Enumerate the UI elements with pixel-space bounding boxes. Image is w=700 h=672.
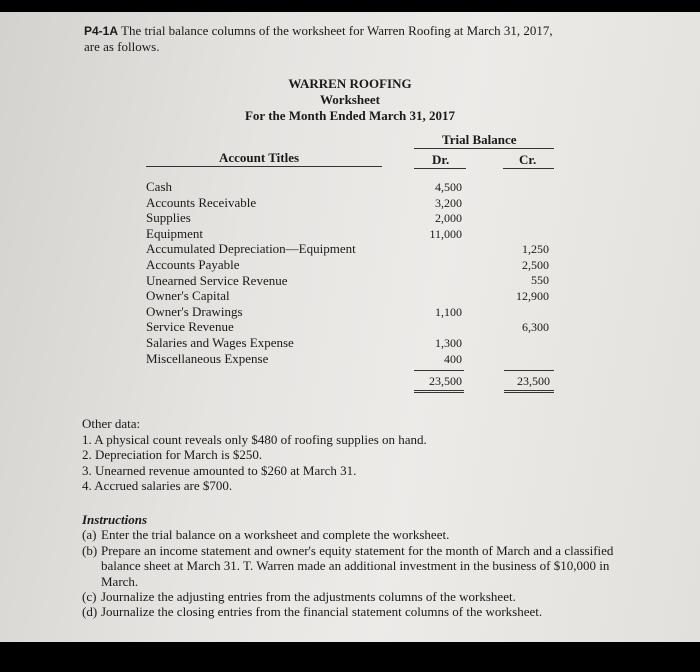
account-title: Accounts Payable bbox=[146, 256, 240, 272]
cr-double-rule-2 bbox=[504, 392, 554, 393]
instruction-item bbox=[82, 589, 622, 604]
instructions bbox=[82, 512, 622, 620]
cr-header: Cr. bbox=[519, 152, 537, 167]
instruction-item bbox=[82, 527, 622, 542]
instruction-text: Enter the trial balance on a worksheet and complete the worksheet. bbox=[101, 527, 450, 543]
dr-amount: 1,100 bbox=[435, 304, 462, 319]
dr-amount: 400 bbox=[444, 351, 462, 366]
instruction-text: Prepare an income statement and owner's equity statement for the month of March and a classified balance sheet at March 31. T. Warren made an additional investment in the business of $10,000 in March. bbox=[101, 542, 614, 589]
dr-column bbox=[404, 180, 462, 367]
dr-double-rule-1 bbox=[414, 390, 464, 391]
account-titles-header: Account Titles bbox=[219, 150, 300, 165]
instruction-label: (b) bbox=[82, 542, 98, 558]
account-title: Accounts Receivable bbox=[146, 194, 257, 210]
textbook-page bbox=[0, 12, 700, 642]
trial-balance-rule bbox=[414, 148, 554, 149]
other-data-item: 1. A physical count reveals only $480 of roofing supplies on hand. bbox=[82, 431, 427, 447]
dr-amount: 2,000 bbox=[435, 211, 462, 226]
instruction-label: (a) bbox=[82, 527, 97, 543]
account-title: Owner's Capital bbox=[146, 288, 230, 304]
account-title: Unearned Service Revenue bbox=[146, 272, 288, 288]
worksheet-period: For the Month Ended March 31, 2017 bbox=[244, 108, 456, 123]
problem-statement bbox=[84, 23, 553, 54]
dr-header-rule bbox=[414, 168, 466, 169]
cr-amount: 1,250 bbox=[522, 242, 549, 256]
trial-balance-header: Trial Balance bbox=[442, 132, 517, 147]
cr-header-rule bbox=[503, 168, 554, 169]
cr-column bbox=[494, 242, 549, 336]
account-title: Service Revenue bbox=[146, 319, 234, 335]
instruction-text: Journalize the closing entries from the financial statement columns of the worksheet. bbox=[101, 604, 543, 620]
account-title: Cash bbox=[146, 179, 172, 194]
account-title: Salaries and Wages Expense bbox=[146, 334, 294, 350]
account-title: Equipment bbox=[146, 225, 204, 241]
account-title: Miscellaneous Expense bbox=[146, 350, 269, 366]
dr-header: Dr. bbox=[432, 152, 450, 167]
other-data bbox=[82, 416, 427, 494]
dr-amount: 4,500 bbox=[435, 180, 462, 194]
problem-text-line1: The trial balance columns of the worksheet for Warren Roofing at March 31, 2017, bbox=[121, 23, 553, 38]
problem-number: P4-1A bbox=[84, 24, 119, 38]
dr-total: 23,500 bbox=[429, 374, 462, 388]
company-name: WARREN ROOFING bbox=[288, 76, 412, 91]
dr-double-rule-2 bbox=[414, 392, 464, 393]
dr-amount: 3,200 bbox=[435, 195, 462, 210]
instruction-label: (c) bbox=[82, 589, 97, 605]
cr-amount: 12,900 bbox=[516, 288, 549, 303]
worksheet-title: Worksheet bbox=[320, 92, 380, 107]
problem-text-line2: are as follows. bbox=[84, 39, 160, 54]
cr-double-rule-1 bbox=[504, 390, 554, 391]
account-header-rule bbox=[146, 166, 382, 167]
account-list bbox=[146, 179, 356, 366]
account-title: Supplies bbox=[146, 210, 191, 226]
other-data-heading: Other data: bbox=[82, 416, 141, 431]
cr-total: 23,500 bbox=[517, 374, 550, 388]
instruction-label: (d) bbox=[82, 604, 98, 620]
dr-amount: 11,000 bbox=[429, 226, 462, 241]
cr-amount: 6,300 bbox=[522, 319, 549, 334]
dr-total-rule bbox=[414, 370, 464, 371]
instruction-item bbox=[82, 604, 622, 619]
instruction-text: Journalize the adjusting entries from the adjustments columns of the worksheet. bbox=[101, 589, 516, 605]
account-title: Accumulated Depreciation—Equipment bbox=[146, 241, 356, 257]
dr-amount: 1,300 bbox=[435, 335, 462, 350]
cr-amount: 2,500 bbox=[522, 257, 549, 272]
other-data-item: 2. Depreciation for March is $250. bbox=[82, 447, 263, 463]
cr-amount: 550 bbox=[531, 273, 549, 288]
instructions-heading: Instructions bbox=[82, 512, 148, 527]
account-title: Owner's Drawings bbox=[146, 303, 243, 319]
instruction-item bbox=[82, 543, 622, 589]
other-data-item: 4. Accrued salaries are $700. bbox=[82, 478, 233, 494]
cr-total-rule bbox=[504, 370, 554, 371]
other-data-item: 3. Unearned revenue amounted to $260 at March 31. bbox=[82, 462, 357, 478]
